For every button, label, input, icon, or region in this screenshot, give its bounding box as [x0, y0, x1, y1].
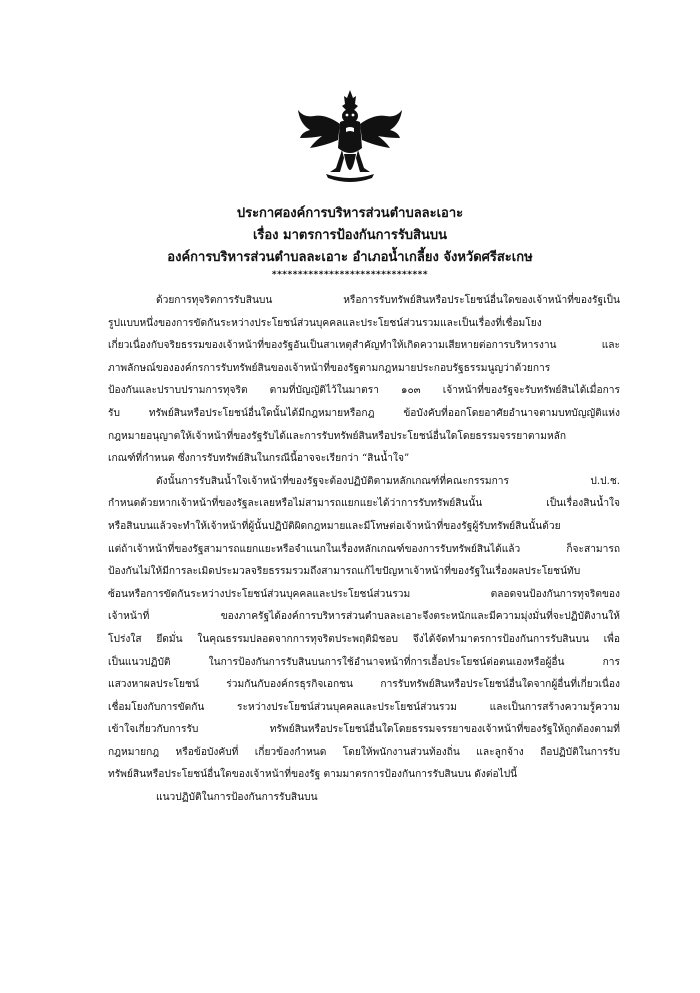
paragraph1-line: กฎหมายอนุญาตให้เจ้าหน้าที่ของรัฐรับได้และการรับทรัพย์สินหรือประโยชน์อื่นใดโดยธรรมจรรยาตามหลัก: [108, 430, 567, 442]
paragraph2-line: ซ้อนหรือการขัดกันระหว่างประโยชน์ส่วนบุคคลและประโยชน์ส่วนรวม ตลอดจนป้องกันการทุจริตของ: [108, 588, 620, 600]
paragraph1-line: รูปแบบหนึ่งของการขัดกันระหว่างประโยชน์ส่วนบุคคลและประโยชน์ส่วนรวมและเป็นเรื่องที่เชื่อมโยง: [108, 317, 542, 329]
document-header: [0, 203, 700, 281]
garuda-emblem-icon: [296, 88, 404, 188]
document-body: [108, 290, 620, 810]
closing-heading: แนวปฏิบัติในการป้องกันการรับสินบน: [156, 792, 318, 804]
paragraph1-line: เกณฑ์ที่กำหนด ซึ่งการรับทรัพย์สินในกรณีนี้อาจจะเรียกว่า “สินน้ำใจ”: [108, 453, 410, 465]
paragraph1-line: ป้องกันและปราบปรามการทุจริต ตามที่บัญญัติไว้ในมาตรา ๑๐๓ เจ้าหน้าที่ของรัฐจะรับทรัพย์สินได้เมื่อการ: [108, 385, 620, 397]
paragraph2-line: กฎหมายกฎ หรือข้อบังคับที่ เกี่ยวข้องกำหนด โดยให้พนักงานส่วนท้องถิ่น และลูกจ้าง ถือปฏิบัติในการรับ: [108, 746, 620, 758]
announcement-title: ประกาศองค์การบริหารส่วนตำบลละเอาะ: [236, 206, 464, 221]
paragraph1-line: เกี่ยวเนื่องกับจริยธรรมของเจ้าหน้าที่ของรัฐอันเป็นสาเหตุสำคัญทำให้เกิดความเสียหายต่อการบริหารงาน และ: [108, 340, 620, 352]
paragraph2-line: แสวงหาผลประโยชน์ ร่วมกันกับองค์กรธุรกิจเอกชน การรับทรัพย์สินหรือประโยชน์อื่นใดจากผู้อื่นที่เกี่ยวเนื่อง: [108, 679, 620, 691]
paragraph2-line: ดังนั้นการรับสินน้ำใจเจ้าหน้าที่ของรัฐจะต้องปฏิบัติตามหลักเกณฑ์ที่คณะกรรมการ ป.ป.ช.: [156, 475, 620, 487]
paragraph2-line: โปร่งใส ยึดมั่น ในคุณธรรมปลอดจากการทุจริตประพฤติมิชอบ จึงได้จัดทำมาตรการป้องกันการรับสินบน เพื่อ: [108, 633, 620, 645]
paragraph2-line: เชื่อมโยงกับการขัดกัน ระหว่างประโยชน์ส่วนบุคคลและประโยชน์ส่วนรวม และเป็นการสร้างความรู้ความ: [108, 701, 620, 713]
paragraph2-line: แต่ถ้าเจ้าหน้าที่ของรัฐสามารถแยกแยะหรือจำแนกในเรื่องหลักเกณฑ์ของการรับทรัพย์สินได้แล้ว ก็จะสามารถ: [108, 543, 620, 555]
paragraph1-line: รับ ทรัพย์สินหรือประโยชน์อื่นใดนั้นได้มีกฎหมายหรือกฎ ข้อบังคับที่ออกโดยอาศัยอำนาจตามบทบัญญัติแห่ง: [108, 407, 620, 419]
announcement-subject: เรื่อง มาตรการป้องกันการรับสินบน: [252, 228, 448, 243]
paragraph2-line: หรือสินบนแล้วจะทำให้เจ้าหน้าที่ผู้นั้นปฏิบัติผิดกฎหมายและมีโทษต่อเจ้าหน้าที่ของรัฐผู้รับทรัพย์สินนั้นด้วย: [108, 520, 561, 532]
paragraph2-line: เข้าใจเกี่ยวกับการรับ ทรัพย์สินหรือประโยชน์อื่นใดโดยธรรมจรรยาของเจ้าหน้าที่ของรัฐให้ถูกต้องตามที่: [108, 724, 620, 736]
header-separator: ******************************: [271, 270, 429, 280]
paragraph2-line: ป้องกันไม่ให้มีการละเมิดประมวลจริยธรรมรวมถึงสามารถแก้ไขปัญหาเจ้าหน้าที่ของรัฐในเรื่องผลประโยชน์ทับ: [108, 566, 581, 578]
paragraph2-line: เป็นแนวปฏิบัติ ในการป้องกันการรับสินบนการใช้อำนาจหน้าที่การเอื้อประโยชน์ต่อตนเองหรือผู้อื่น การ: [108, 656, 620, 668]
paragraph1-line: ด้วยการทุจริตการรับสินบน หรือการรับทรัพย์สินหรือประโยชน์อื่นใดของเจ้าหน้าที่ของรัฐเป็น: [156, 295, 620, 306]
paragraph2-line: ทรัพย์สินหรือประโยชน์อื่นใดของเจ้าหน้าที่ของรัฐ ตามมาตรการป้องกันการรับสินบน ดังต่อไปนี้: [108, 769, 518, 781]
paragraph2-line: เจ้าหน้าที่ ของภาครัฐได้องค์การบริหารส่วนตำบลละเอาะจึงตระหนักและมีความมุ่งมั่นที่จะปฏิบัติงานให้: [108, 611, 620, 623]
organization-line: องค์การบริหารส่วนตำบลละเอาะ อำเภอน้ำเกลี้ยง จังหวัดศรีสะเกษ: [167, 250, 533, 265]
paragraph2-line: กำหนดด้วยหากเจ้าหน้าที่ของรัฐละเลยหรือไม่สามารถแยกแยะได้ว่าการรับทรัพย์สินนั้น เป็นเรื่องสินน้ำใจ: [108, 498, 620, 510]
paragraph1-line: ภาพลักษณ์ขององค์กรการรับทรัพย์สินของเจ้าหน้าที่ของรัฐตามกฎหมายประกอบรัฐธรรมนูญว่าด้วยการ: [108, 362, 551, 374]
